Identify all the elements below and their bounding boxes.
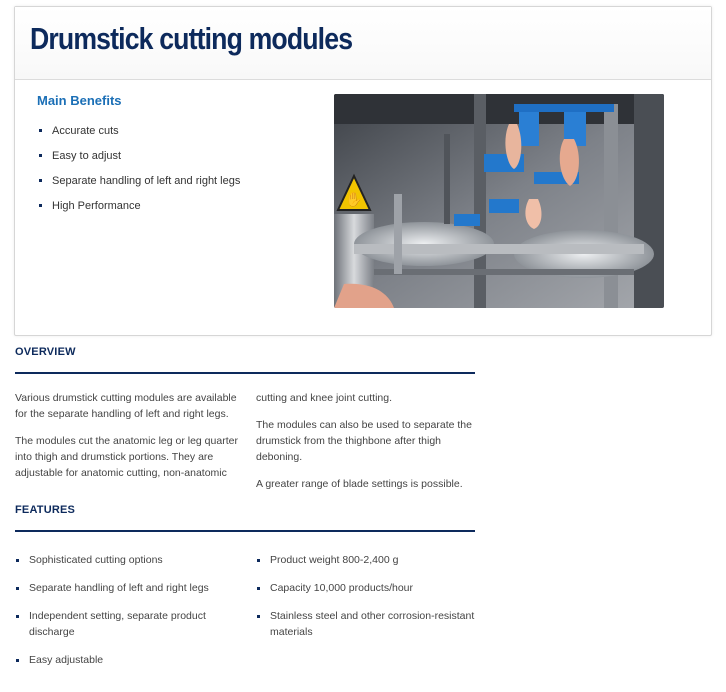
overview-heading: OVERVIEW <box>15 346 76 358</box>
feature-item: Independent setting, separate product discharge <box>15 608 229 640</box>
page-title: Drumstick cutting modules <box>30 21 353 56</box>
benefit-item: Separate handling of left and right legs <box>39 175 240 200</box>
benefits-list <box>39 125 240 225</box>
feature-item: Product weight 800-2,400 g <box>256 552 480 568</box>
feature-item: Stainless steel and other corrosion-resistant materials <box>256 608 480 640</box>
feature-item: Easy adjustable <box>15 652 229 668</box>
product-card <box>14 6 712 336</box>
svg-text:✋: ✋ <box>345 192 363 208</box>
overview-paragraph: The modules cut the anatomic leg or leg quarter into thigh and drumstick portions. They are adjustable for anatomic cutting, non-anatomic <box>15 435 238 479</box>
overview-paragraph: Various drumstick cutting modules are available for the separate handling of left and right legs. <box>15 392 237 420</box>
feature-item: Separate handling of left and right legs <box>15 580 229 596</box>
overview-paragraph: cutting and knee joint cutting. <box>256 392 393 404</box>
overview-paragraph: The modules can also be used to separate the drumstick from the thighbone after thigh deboning. <box>256 419 472 463</box>
benefit-item: Accurate cuts <box>39 125 240 150</box>
features-heading: FEATURES <box>15 504 76 516</box>
overview-divider <box>15 372 475 374</box>
benefit-item: High Performance <box>39 200 240 225</box>
feature-item: Sophisticated cutting options <box>15 552 229 568</box>
overview-paragraph: A greater range of blade settings is possible. <box>256 478 463 490</box>
benefits-heading: Main Benefits <box>37 93 122 108</box>
features-divider <box>15 530 475 532</box>
benefit-item: Easy to adjust <box>39 150 240 175</box>
machine-photo <box>334 94 664 308</box>
feature-item: Capacity 10,000 products/hour <box>256 580 480 596</box>
